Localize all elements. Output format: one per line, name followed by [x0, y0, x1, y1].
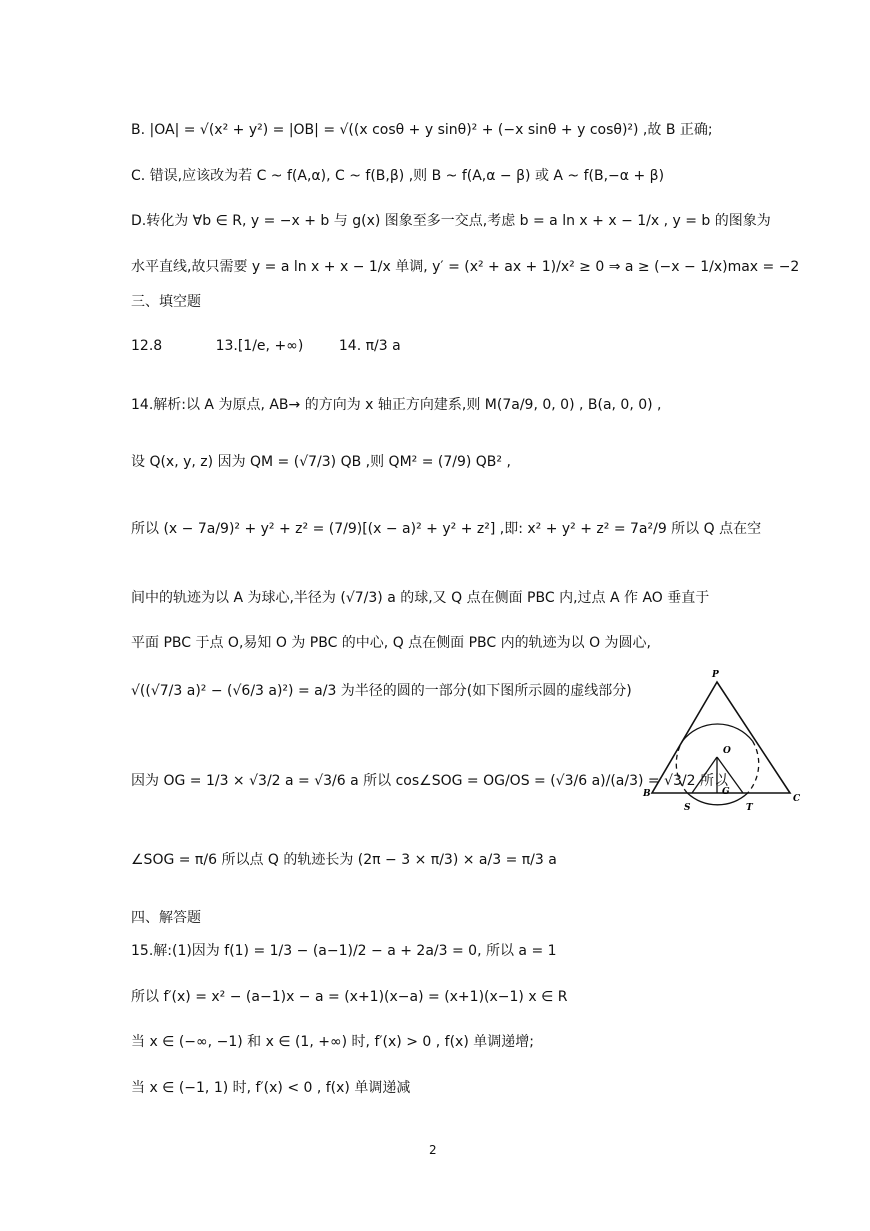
label-g: G — [722, 787, 730, 797]
page-number: 2 — [429, 1143, 437, 1157]
line-14e: 平面 PBC 于点 O,易知 O 为 PBC 的中心, Q 点在侧面 PBC 内的轨迹为以 O 为圆心, — [131, 635, 652, 651]
line-14b: 设 Q(x, y, z) 因为 QM = (√7/3) QB ,则 QM² = (7/9) QB² , — [131, 454, 511, 470]
line-d1: D.转化为 ∀b ∈ R, y = −x + b 与 g(x) 图象至多一交点,考虑 b = a ln x + x − 1/x , y = b 的图象为 — [131, 213, 771, 229]
fill-answers: 12.8 13.[1/e, +∞) 14. π/3 a — [131, 338, 401, 354]
line-d2: 水平直线,故只需要 y = a ln x + x − 1/x 单调, y′ = (x² + ax + 1)/x² ≥ 0 ⇒ a ≥ (−x − 1/x)max = −2 — [131, 259, 800, 275]
segment-os — [692, 757, 717, 793]
line-15a: 15.解:(1)因为 f(1) = 1/3 − (a−1)/2 − a + 2a/3 = 0, 所以 a = 1 — [131, 943, 557, 959]
label-t: T — [746, 803, 753, 813]
line-14a: 14.解析:以 A 为原点, AB→ 的方向为 x 轴正方向建系,则 M(7a/9, 0, 0) , B(a, 0, 0) , — [131, 397, 662, 413]
label-p: P — [712, 670, 719, 680]
line-14h: ∠SOG = π/6 所以点 Q 的轨迹长为 (2π − 3 × π/3) × a/3 = π/3 a — [131, 852, 557, 868]
label-s: S — [684, 803, 691, 813]
segment-ot — [717, 757, 743, 793]
line-14g: 因为 OG = 1/3 × √3/2 a = √3/6 a 所以 cos∠SOG = OG/OS = (√3/6 a)/(a/3) = √3/2 所以 — [131, 773, 729, 789]
section-heading-4: 四、解答题 — [131, 910, 201, 926]
line-c: C. 错误,应该改为若 C ~ f(A,α), C ~ f(B,β) ,则 B ~ f(A,α − β) 或 A ~ f(B,−α + β) — [131, 168, 665, 184]
line-15b: 所以 f′(x) = x² − (a−1)x − a = (x+1)(x−a) = (x+1)(x−1) x ∈ R — [131, 989, 568, 1005]
line-15c: 当 x ∈ (−∞, −1) 和 x ∈ (1, +∞) 时, f′(x) > 0 , f(x) 单调递增; — [131, 1034, 534, 1050]
line-14f: √((√7/3 a)² − (√6/3 a)²) = a/3 为半径的圆的一部分(如下图所示圆的虚线部分) — [131, 683, 632, 699]
line-15d: 当 x ∈ (−1, 1) 时, f′(x) < 0 , f(x) 单调递减 — [131, 1080, 411, 1096]
line-b: B. |OA| = √(x² + y²) = |OB| = √((x cosθ + y sinθ)² + (−x sinθ + y cosθ)²) ,故 B 正确; — [131, 122, 713, 138]
circle-arc-dashed-right — [748, 741, 759, 793]
section-heading-3: 三、填空题 — [131, 294, 201, 310]
triangle-pbc — [652, 682, 790, 793]
circle-arc-dashed-bottom — [687, 793, 747, 805]
label-c: C — [793, 794, 801, 804]
circle-arc-solid-left — [683, 724, 753, 741]
line-14c: 所以 (x − 7a/9)² + y² + z² = (7/9)[(x − a)² + y² + z²] ,即: x² + y² + z² = 7a²/9 所以 Q 点在空 — [131, 521, 762, 537]
label-b: B — [643, 789, 651, 799]
label-o: O — [723, 746, 731, 756]
geometry-figure — [640, 665, 810, 815]
line-14d: 间中的轨迹为以 A 为球心,半径为 (√7/3) a 的球,又 Q 点在侧面 PBC 内,过点 A 作 AO 垂直于 — [131, 590, 710, 606]
